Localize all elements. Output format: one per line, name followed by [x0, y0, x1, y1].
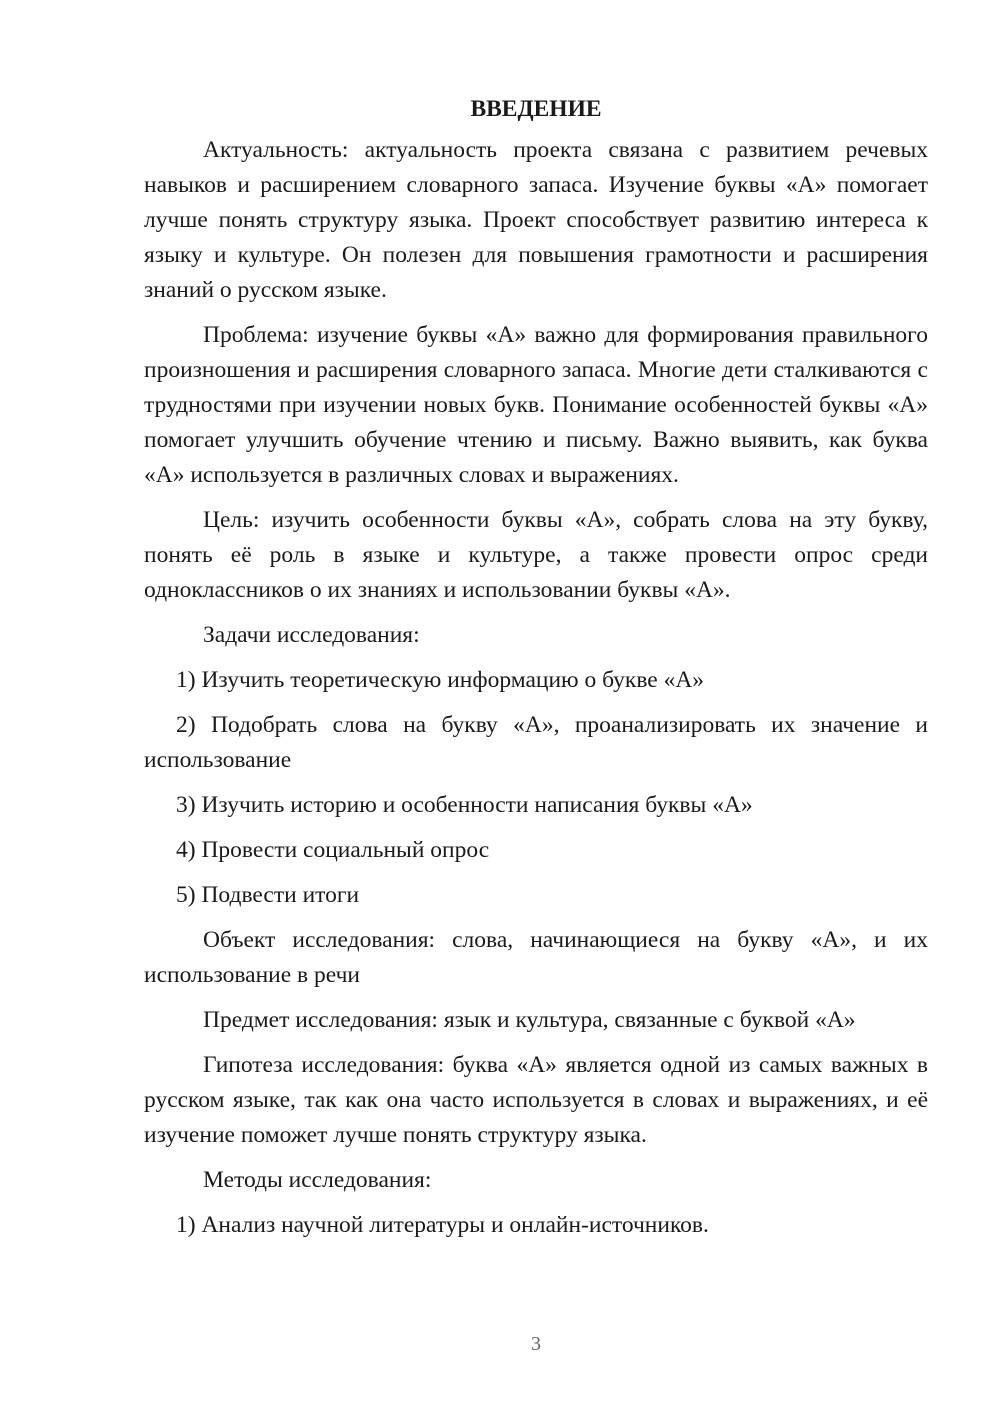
task-item-4: 4) Провести социальный опрос	[176, 837, 490, 863]
page-number: 3	[531, 1333, 541, 1355]
document-page	[144, 92, 928, 1253]
task-item-1: 1) Изучить теоретическую информацию о букве «А»	[176, 667, 705, 693]
paragraph-hypothesis: Гипотеза исследования: буква «А» является одной из самых важных в русском языке, так как она часто используется в словах и выражениях, и её изучение поможет лучше понять структуру языка.	[144, 1052, 928, 1148]
paragraph-problem: Проблема: изучение буквы «А» важно для формирования правильного произношения и расширения словарного запаса. Многие дети сталкиваются с трудностями при изучении новых букв. Понимание особенностей буквы «А» помогает улучшить обучение чтению и письму. Важно выявить, как буква «А» используется в различных словах и выражениях.	[144, 322, 928, 488]
paragraph-goal: Цель: изучить особенности буквы «А», собрать слова на эту букву, понять её роль в языке и культуре, а также провести опрос среди одноклассников о их знаниях и использовании буквы «А».	[144, 507, 928, 603]
paragraph-subject: Предмет исследования: язык и культура, связанные с буквой «А»	[203, 1007, 856, 1033]
task-item-5: 5) Подвести итоги	[176, 882, 360, 908]
method-item-1: 1) Анализ научной литературы и онлайн-источников.	[176, 1212, 709, 1238]
paragraph-methods-heading: Методы исследования:	[203, 1167, 432, 1193]
paragraph-tasks-heading: Задачи исследования:	[203, 622, 420, 648]
task-item-3: 3) Изучить историю и особенности написания буквы «А»	[176, 792, 753, 818]
section-title: ВВЕДЕНИЕ	[470, 96, 602, 122]
paragraph-object: Объект исследования: слова, начинающиеся на букву «А», и их использование в речи	[144, 927, 928, 988]
paragraph-relevance: Актуальность: актуальность проекта связана с развитием речевых навыков и расширением словарного запаса. Изучение буквы «А» помогает лучше понять структуру языка. Проект способствует развитию интереса к языку и культуре. Он полезен для повышения грамотности и расширения знаний о русском языке.	[144, 137, 928, 303]
task-item-2: 2) Подобрать слова на букву «А», проанализировать их значение и использование	[144, 712, 928, 773]
